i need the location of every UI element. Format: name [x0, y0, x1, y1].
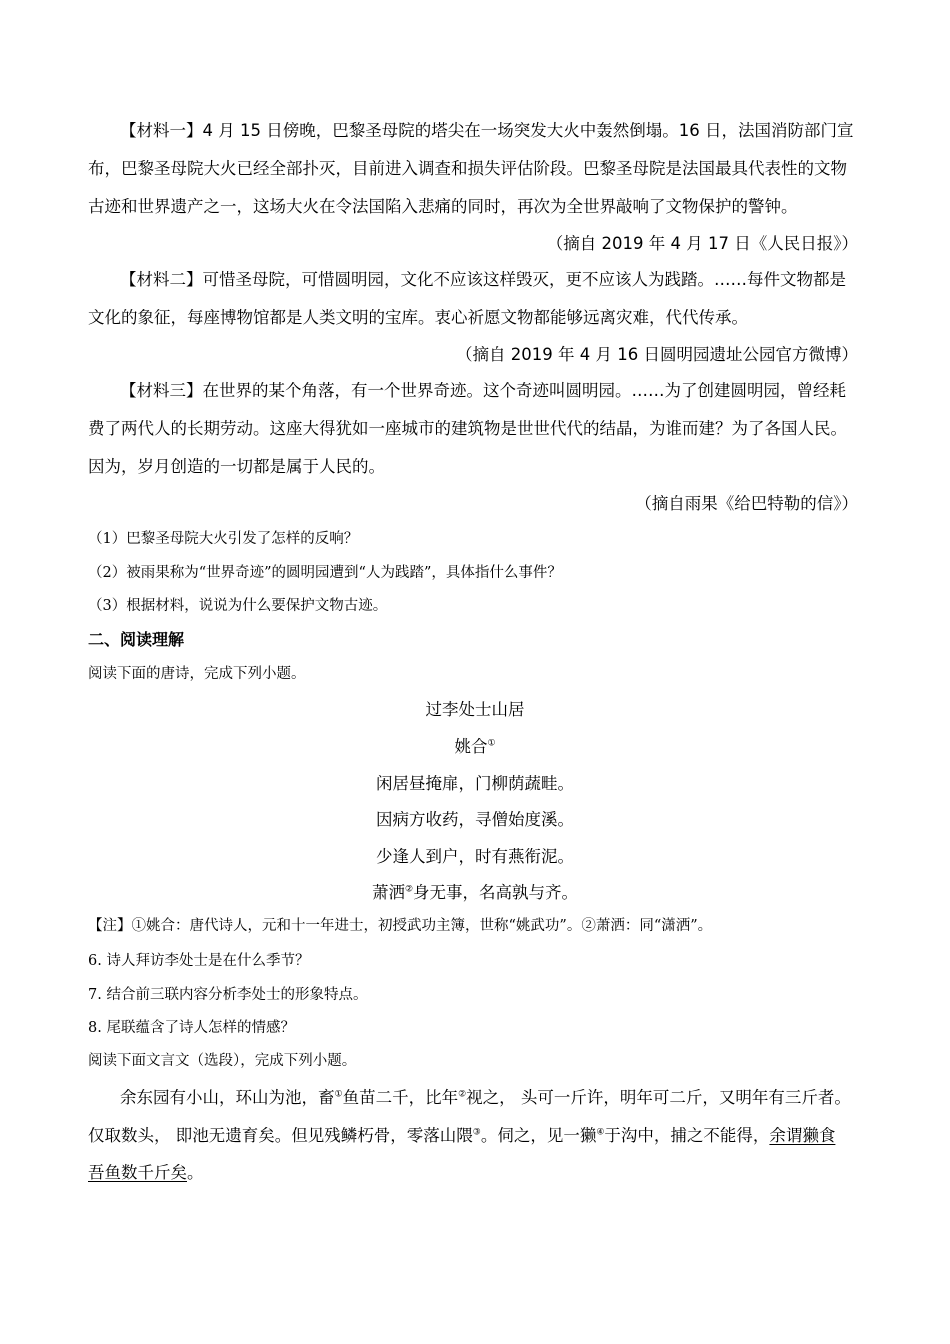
question-8: 8. 尾联蕴含了诗人怎样的情感？ — [88, 1020, 295, 1036]
poem-title: 过李处士山居 — [425, 700, 525, 719]
section-title: 二、阅读理解 — [88, 630, 185, 649]
footnote-marker-c3: ③ — [472, 1127, 481, 1138]
classical-line-2-c: 于沟中，捕之不能得， — [604, 1126, 770, 1145]
material3-source: （摘自雨果《给巴特勒的信》） — [635, 494, 858, 513]
footnote-marker-c1: ① — [334, 1089, 343, 1100]
question-3: （3）根据材料，说说为什么要保护文物古迹。 — [88, 598, 388, 614]
poem-author-name: 姚合 — [454, 737, 488, 756]
classical-line-1 — [120, 1084, 851, 1108]
classical-line-2-a: 仅取数头， 即池无遗育矣。但见残鳞朽骨，零落山隈 — [88, 1126, 473, 1145]
classical-line-1-c: 视之， 头可一斤许，明年可二斤，又明年有三斤者。 — [466, 1088, 851, 1107]
poem-line-4 — [0, 879, 950, 903]
material3-line-2: 费了两代人的长期劳动。这座大得犹如一座城市的建筑物是世世代代的结晶，为谁而建？为了各国人民。 — [88, 419, 847, 438]
poem-line-3: 少逢人到户，时有燕衔泥。 — [376, 847, 574, 866]
classical-line-1-a: 余东园有小山，环山为池，畜 — [120, 1088, 335, 1107]
material1-line-1: 【材料一】4 月 15 日傍晚，巴黎圣母院的塔尖在一场突发大火中轰然倒塌。16 日，法国消防部门宣 — [120, 121, 854, 140]
poem-line-1: 闲居昼掩扉，门柳荫蔬畦。 — [376, 774, 574, 793]
footnote-marker-c2: ② — [458, 1089, 467, 1100]
question-7: 7. 结合前三联内容分析李处士的形象特点。 — [88, 987, 368, 1003]
material3-line-1: 【材料三】在世界的某个角落，有一个世界奇迹。这个奇迹叫圆明园。……为了创建圆明园，曾经耗 — [120, 381, 846, 400]
poem-intro: 阅读下面的唐诗，完成下列小题。 — [88, 666, 306, 682]
material2-line-2: 文化的象征，每座博物馆都是人类文明的宝库。衷心祈愿文物都能够远离灾难，代代传承。 — [88, 308, 748, 327]
material1-source: （摘自 2019 年 4 月 17 日《人民日报》） — [546, 234, 858, 253]
poem-author — [0, 733, 950, 757]
material1-line-3: 古迹和世界遗产之一，这场大火在令法国陷入悲痛的同时，再次为全世界敲响了文物保护的警钟。 — [88, 197, 798, 216]
footnote-marker-c4: ④ — [596, 1127, 605, 1138]
classical-line-2 — [88, 1122, 835, 1146]
classical-line-3 — [88, 1159, 204, 1183]
classical-line-1-b: 鱼苗二千，比年 — [342, 1088, 459, 1107]
classical-intro: 阅读下面文言文（选段），完成下列小题。 — [88, 1053, 357, 1069]
poem-line-4-part-b: 身无事，名高孰与齐。 — [413, 883, 579, 902]
footnote-marker-1: ① — [487, 738, 496, 749]
material3-line-3: 因为，岁月创造的一切都是属于人民的。 — [88, 457, 385, 476]
classical-line-3-end: 。 — [187, 1163, 204, 1182]
underlined-sentence-part-1: 余谓獭食 — [769, 1126, 836, 1145]
poem-notes: 【注】①姚合：唐代诗人，元和十一年进士，初授武功主簿，世称“姚武功”。②萧洒：同“潇洒”。 — [88, 918, 713, 934]
material2-source: （摘自 2019 年 4 月 16 日圆明园遗址公园官方微博） — [456, 345, 858, 364]
material1-line-2: 布，巴黎圣母院大火已经全部扑灭，目前进入调查和损失评估阶段。巴黎圣母院是法国最具代表性的文物 — [88, 159, 847, 178]
poem-line-4-part-a: 萧洒 — [371, 883, 405, 902]
poem-line-2: 因病方收药，寻僧始度溪。 — [376, 810, 574, 829]
footnote-marker-2: ② — [404, 884, 414, 895]
question-2: （2）被雨果称为“世界奇迹”的圆明园遭到“人为践踏”，具体指什么事件？ — [88, 565, 562, 581]
underlined-sentence-part-2: 吾鱼数千斤矣 — [88, 1163, 187, 1182]
question-6: 6. 诗人拜访李处士是在什么季节？ — [88, 953, 310, 969]
classical-line-2-b: 。伺之，见一獭 — [480, 1126, 597, 1145]
question-1: （1）巴黎圣母院大火引发了怎样的反响？ — [88, 531, 359, 547]
material2-line-1: 【材料二】可惜圣母院，可惜圆明园，文化不应该这样毁灭，更不应该人为践踏。……每件文物都是 — [120, 270, 846, 289]
